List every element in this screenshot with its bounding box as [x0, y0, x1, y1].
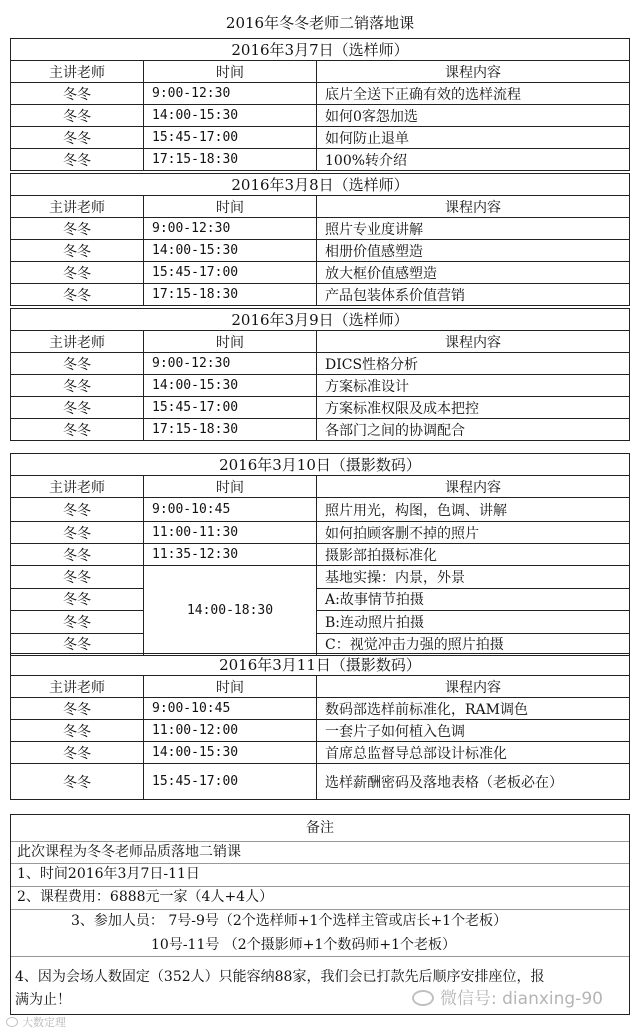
wechat-id-text: 微信号: dianxing-90	[440, 989, 603, 1009]
notes-intro: 此次课程为冬冬老师品质落地二销课	[17, 844, 241, 860]
content-cell: 选样薪酬密码及落地表格（老板必在）	[316, 763, 630, 799]
content-cell: 放大框价值感塑造	[316, 261, 630, 283]
logo-text: 大数定理	[22, 1016, 66, 1029]
notes-rule	[11, 909, 629, 910]
column-header-row	[10, 675, 630, 697]
schedule-row	[10, 521, 630, 543]
day-title	[10, 308, 630, 330]
notes-participants-1: 3、参加人员： 7号-9号（2个选样师+1个选样主管或店长+1个老板）	[71, 913, 508, 929]
day-title	[10, 653, 630, 675]
teacher-cell: 冬冬	[10, 217, 143, 239]
notes-limit-1: 4、因为会场人数固定（352人）只能容纳88家，我们会已打款先后顺序安排座位，报	[15, 969, 545, 985]
teacher-cell: 冬冬	[10, 610, 143, 633]
teacher-cell: 冬冬	[10, 418, 143, 440]
time-cell: 17:15-18:30	[143, 148, 316, 170]
teacher-cell: 冬冬	[10, 239, 143, 261]
time-cell: 时间	[143, 330, 316, 352]
teacher-cell: 冬冬	[10, 396, 143, 418]
content-cell: 课程内容	[316, 60, 630, 82]
notes-rule	[11, 886, 629, 887]
schedule-row	[10, 497, 630, 521]
column-header-row	[10, 330, 630, 352]
teacher-cell: 冬冬	[10, 104, 143, 126]
time-cell: 14:00-15:30	[143, 374, 316, 396]
notes-fee: 2、课程费用：6888元一家（4人+4人）	[17, 889, 274, 905]
notes-participants-2: 10号-11号 （2个摄影师+1个数码师+1个老板）	[151, 937, 456, 953]
content-cell: 课程内容	[316, 195, 630, 217]
schedule-row	[10, 283, 630, 305]
teacher-cell: 冬冬	[10, 521, 143, 543]
notes-rule	[11, 863, 629, 864]
teacher-cell: 主讲老师	[10, 60, 143, 82]
schedule-row	[10, 148, 630, 170]
teacher-cell: 主讲老师	[10, 475, 143, 497]
time-cell: 时间	[143, 675, 316, 697]
wechat-icon	[412, 990, 434, 1006]
notes-rule	[11, 956, 629, 957]
time-cell: 14:00-15:30	[143, 741, 316, 763]
day-title-text: 2016年3月7日（选样师）	[10, 38, 630, 60]
time-cell: 14:00-15:30	[143, 239, 316, 261]
column-header-row	[10, 195, 630, 217]
time-cell: 9:00-10:45	[143, 497, 316, 521]
time-cell: 9:00-10:45	[143, 697, 316, 719]
content-cell: 100%转介绍	[316, 148, 630, 170]
teacher-cell: 冬冬	[10, 352, 143, 374]
time-cell: 9:00-12:30	[143, 217, 316, 239]
content-cell: 一套片子如何植入色调	[316, 719, 630, 741]
teacher-cell: 冬冬	[10, 497, 143, 521]
content-cell: 数码部选样前标准化，RAM调色	[316, 697, 630, 719]
teacher-cell: 冬冬	[10, 719, 143, 741]
column-header-row	[10, 60, 630, 82]
day-title	[10, 38, 630, 60]
teacher-cell: 冬冬	[10, 543, 143, 565]
time-cell: 15:45-17:00	[143, 261, 316, 283]
day-bottom-rule	[10, 799, 630, 800]
time-cell: 11:00-11:30	[143, 521, 316, 543]
schedule-row	[10, 719, 630, 741]
time-cell: 9:00-12:30	[143, 352, 316, 374]
schedule-row	[10, 239, 630, 261]
teacher-cell: 主讲老师	[10, 675, 143, 697]
time-cell: 时间	[143, 60, 316, 82]
logo-icon	[6, 1017, 18, 1027]
notes-header: 备注	[306, 820, 334, 836]
teacher-cell: 冬冬	[10, 697, 143, 719]
day-title-text: 2016年3月8日（选样师）	[10, 173, 630, 195]
logo-watermark	[6, 1014, 66, 1030]
day-title-text: 2016年3月10日（摄影数码）	[10, 453, 630, 475]
content-cell: DICS性格分析	[316, 352, 630, 374]
teacher-cell: 冬冬	[10, 741, 143, 763]
content-cell: 摄影部拍摄标准化	[316, 543, 630, 565]
wechat-watermark	[412, 984, 603, 1009]
teacher-cell: 冬冬	[10, 261, 143, 283]
schedule-row	[10, 217, 630, 239]
content-cell: 课程内容	[316, 675, 630, 697]
content-cell: 相册价值感塑造	[316, 239, 630, 261]
schedule-row	[10, 543, 630, 565]
document-title-text: 2016年冬冬老师二销落地课	[225, 13, 415, 32]
content-cell: 如何0客怨加选	[316, 104, 630, 126]
content-cell: 课程内容	[316, 475, 630, 497]
day-title-text: 2016年3月11日（摄影数码）	[10, 653, 630, 675]
content-cell: 如何拍顾客删不掉的照片	[316, 521, 630, 543]
time-cell: 时间	[143, 195, 316, 217]
schedule-row	[10, 396, 630, 418]
schedule-row	[10, 352, 630, 374]
day-title	[10, 173, 630, 195]
notes-time: 1、时间2016年3月7日-11日	[17, 866, 200, 882]
content-cell: 方案标准设计	[316, 374, 630, 396]
time-cell: 11:00-12:00	[143, 719, 316, 741]
content-cell: A:故事情节拍摄	[316, 588, 630, 611]
merged-block	[10, 565, 630, 655]
schedule-row	[10, 104, 630, 126]
teacher-cell: 主讲老师	[10, 195, 143, 217]
schedule-row	[10, 697, 630, 719]
content-cell: 照片专业度讲解	[316, 217, 630, 239]
teacher-cell: 冬冬	[10, 126, 143, 148]
content-cell: 方案标准权限及成本把控	[316, 396, 630, 418]
day-bottom-rule	[10, 170, 630, 171]
content-cell: 基地实操：内景，外景	[316, 565, 630, 588]
content-cell: 产品包装体系价值营销	[316, 283, 630, 305]
content-cell: 照片用光，构图，色调、讲解	[316, 497, 630, 521]
schedule-row	[10, 418, 630, 440]
time-cell: 时间	[143, 475, 316, 497]
day-bottom-rule	[10, 440, 630, 441]
notes-limit-2: 满为止！	[15, 992, 71, 1008]
time-cell: 11:35-12:30	[143, 543, 316, 565]
time-cell: 15:45-17:00	[143, 396, 316, 418]
schedule-row	[10, 741, 630, 763]
content-cell: 首席总监督导总部设计标准化	[316, 741, 630, 763]
teacher-cell: 冬冬	[10, 148, 143, 170]
teacher-cell: 冬冬	[10, 82, 143, 104]
day-title-text: 2016年3月9日（选样师）	[10, 308, 630, 330]
content-cell: B:连动照片拍摄	[316, 610, 630, 633]
time-cell: 9:00-12:30	[143, 82, 316, 104]
day-bottom-rule	[10, 305, 630, 306]
content-cell: 课程内容	[316, 330, 630, 352]
time-cell: 17:15-18:30	[143, 418, 316, 440]
content-cell: C：视觉冲击力强的照片拍摄	[316, 633, 630, 656]
teacher-cell: 冬冬	[10, 588, 143, 611]
time-cell: 15:45-17:00	[143, 126, 316, 148]
schedule-row	[10, 82, 630, 104]
schedule-row	[10, 126, 630, 148]
column-header-row	[10, 475, 630, 497]
schedule-row	[10, 763, 630, 799]
content-cell: 如何防止退单	[316, 126, 630, 148]
content-cell: 底片全送下正确有效的选样流程	[316, 82, 630, 104]
time-cell: 15:45-17:00	[143, 763, 316, 799]
schedule-row	[10, 261, 630, 283]
teacher-cell: 冬冬	[10, 633, 143, 656]
teacher-cell: 冬冬	[10, 283, 143, 305]
time-cell: 14:00-15:30	[143, 104, 316, 126]
content-cell: 各部门之间的协调配合	[316, 418, 630, 440]
teacher-cell: 主讲老师	[10, 330, 143, 352]
schedule-row	[10, 374, 630, 396]
document-title	[10, 10, 630, 34]
day-title	[10, 453, 630, 475]
teacher-cell: 冬冬	[10, 763, 143, 799]
teacher-cell: 冬冬	[10, 374, 143, 396]
teacher-cell: 冬冬	[10, 565, 143, 588]
notes-rule	[11, 841, 629, 842]
time-cell: 17:15-18:30	[143, 283, 316, 305]
merged-time-cell: 14:00-18:30	[143, 565, 316, 655]
